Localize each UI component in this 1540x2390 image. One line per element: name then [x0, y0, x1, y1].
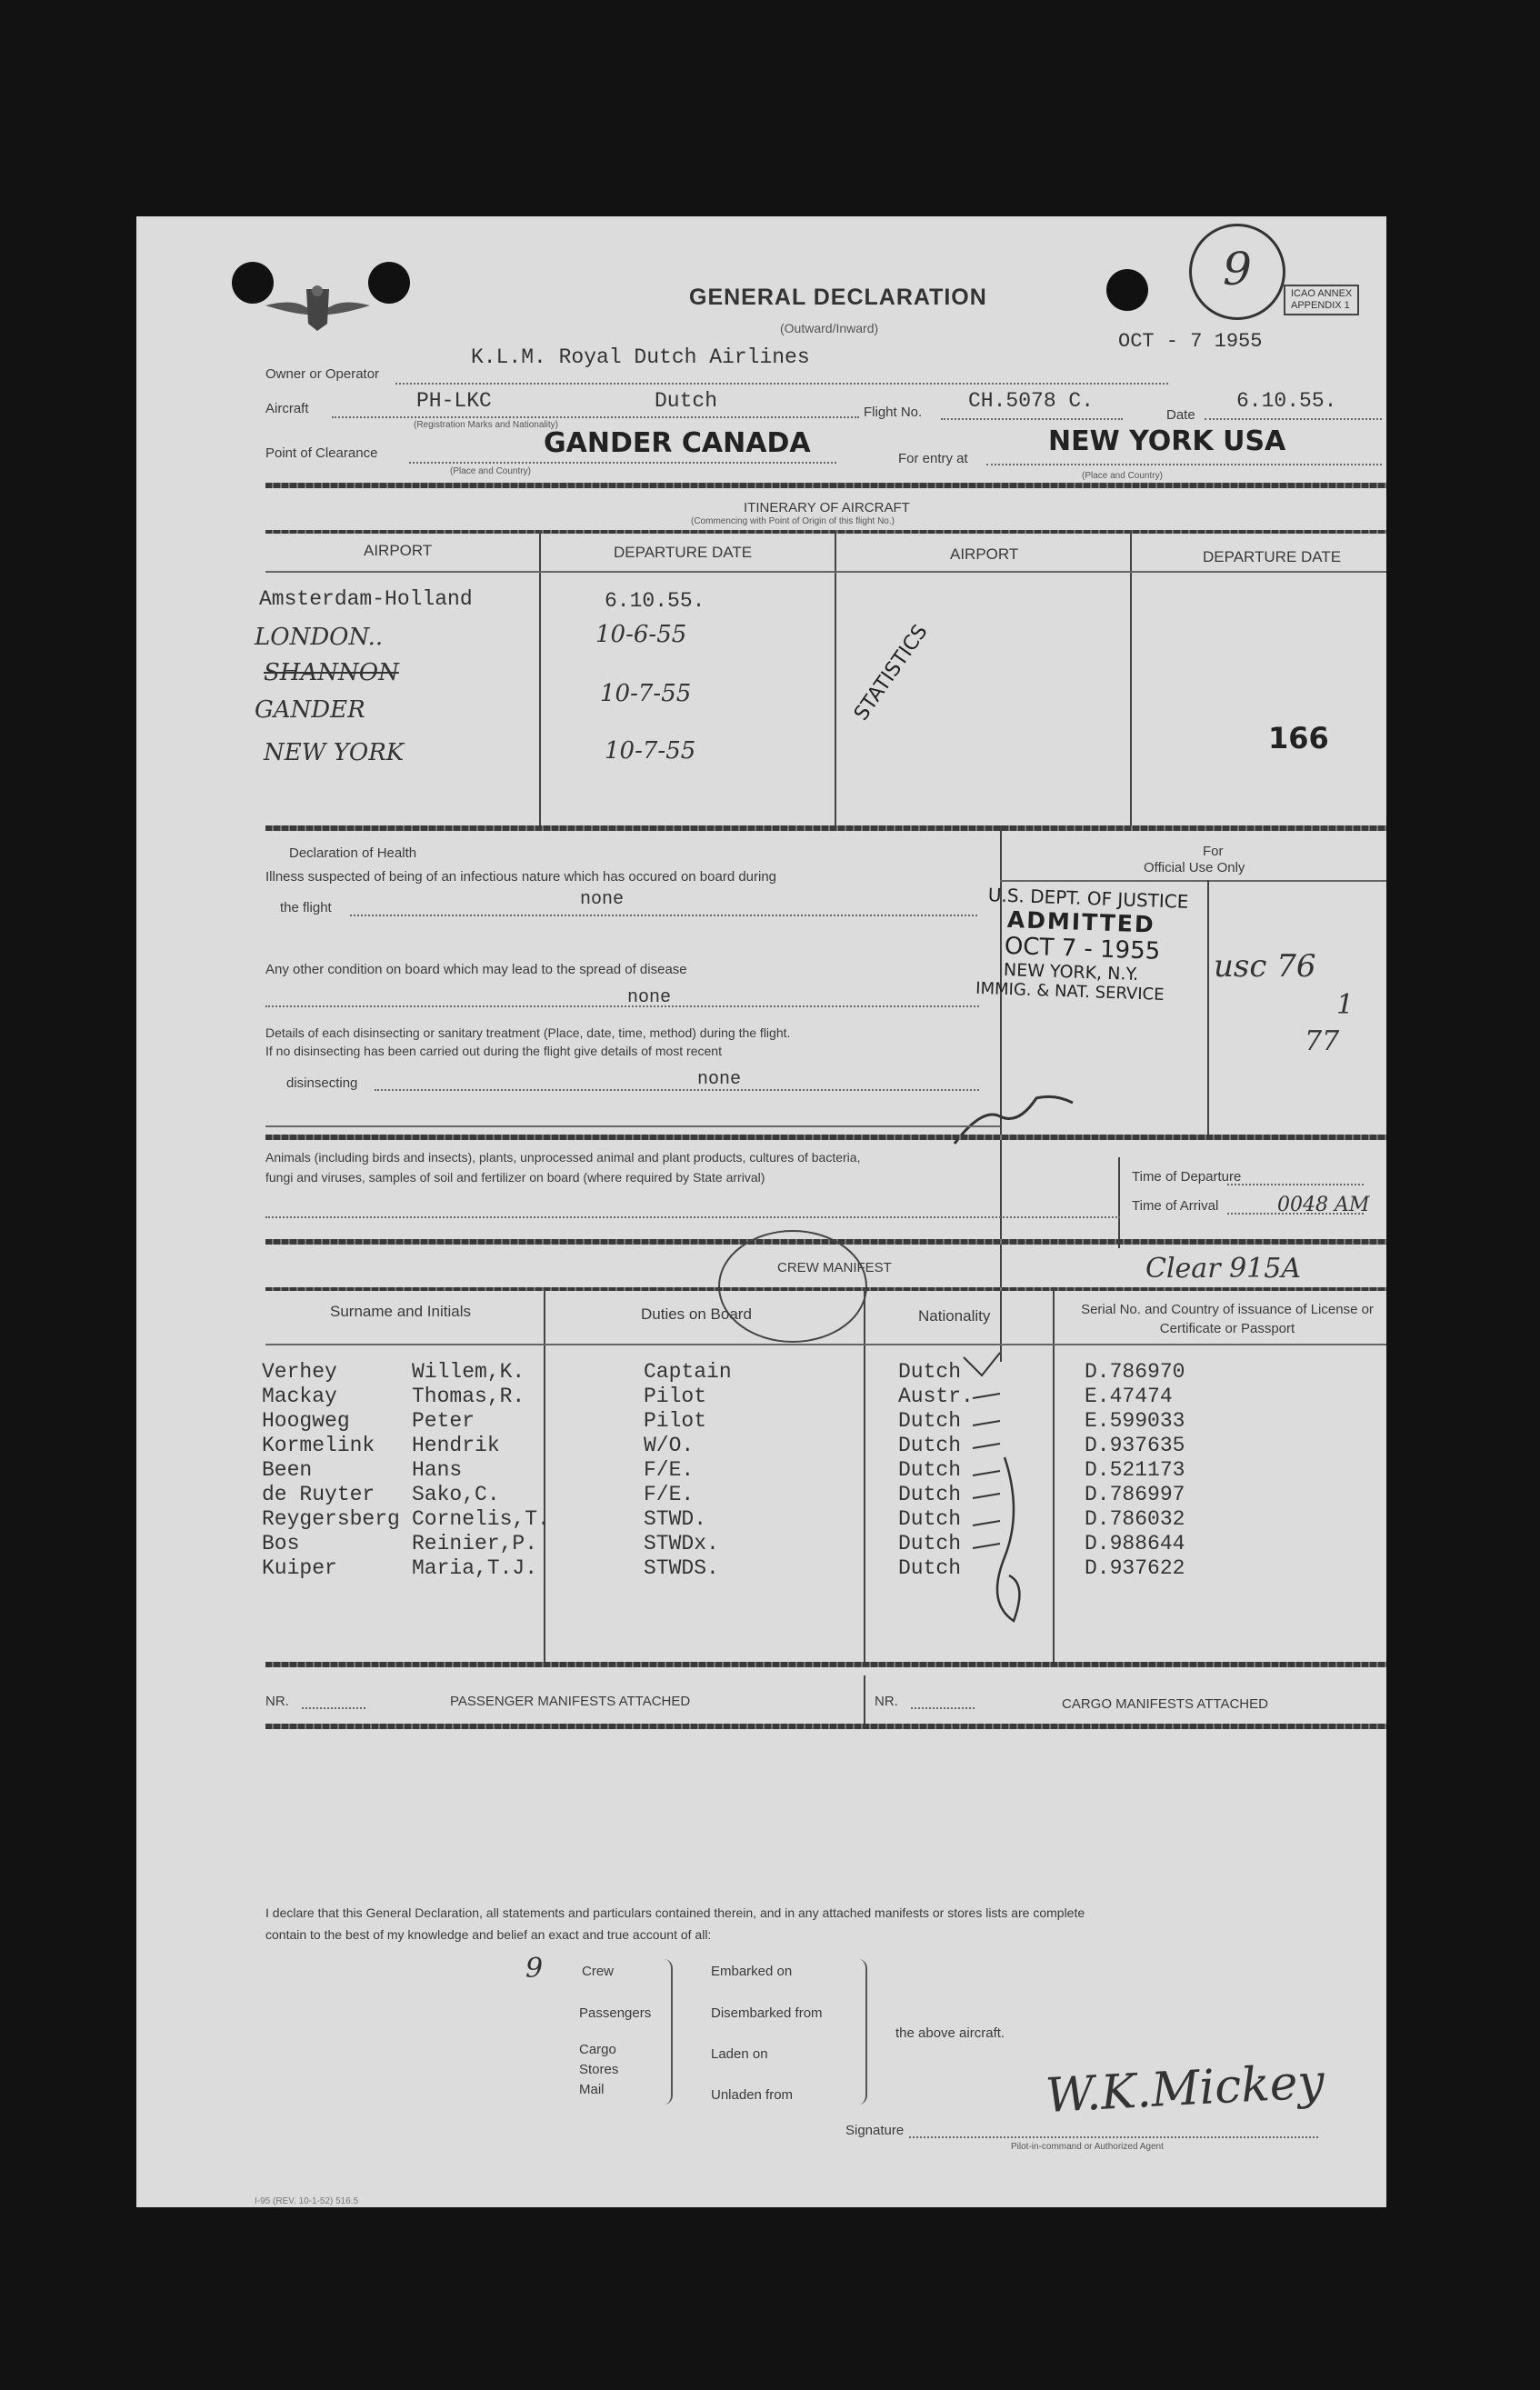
- departure-time-label: Time of Departure: [1132, 1169, 1242, 1185]
- annex-line: ICAO ANNEX: [1291, 288, 1353, 299]
- col-airport-2: AIRPORT: [950, 545, 1019, 563]
- official-label: Official Use Only: [1144, 860, 1245, 875]
- signature-label: Signature: [845, 2123, 905, 2138]
- passenger-manifests-label: PASSENGER MANIFESTS ATTACHED: [450, 1694, 691, 1709]
- official-note: 1: [1336, 989, 1355, 1021]
- passenger-nr-label: NR.: [265, 1694, 289, 1709]
- declaration-text: I declare that this General Declaration, all statements and particulars contained therein, and in any attached manifests or stores lists are complete: [265, 1905, 1085, 1920]
- punch-hole: [368, 262, 410, 304]
- animals-text: fungi and viruses, samples of soil and fertilizer on board (where required by State arrival): [265, 1170, 765, 1185]
- declaration-item: Cargo: [579, 2042, 616, 2057]
- entry-sublabel: (Place and Country): [1082, 471, 1163, 481]
- entry-value: NEW YORK USA: [1048, 425, 1286, 457]
- declaration-form: GENERAL DECLARATION (Outward/Inward) ICAO ANNEX APPENDIX 1 OCT - 7 1955 9 Owner or Operator K.L.M. Royal Dutch Airlines Aircraft PH-LKC Dutch (Registration Marks and Nationality) Flight No. CH.5078 C. Date 6.10.55. Point of Clearance GANDER CANADA (Place and Country) For entry at NEW YORK USA (Place and Country) ITINERARY OF AIRCRAFT (Commencing with Point of Origin of this flight No.) AIRPORT DEPARTURE DATE AIRPORT DEPARTURE DATE Amsterdam-Holland 6.10.55. LONDON.. 10-6-55 SHANNON GANDER 10-7-55 NEW YORK 10-7-55 STATISTICS 166 Declaration of Health Illness suspected of being of an infectious nature which has occured on board during the flight none Any other condition on board which may lead to the spread of disease none Details of each disinsecting or sanitary treatment (Place, date, time, method) during the flight. If no disinsecting has been carried out during the flight give details of most recent disinsecting none For Official Use Only U.S. DEPT. OF JUSTICE ADMITTED OCT 7 - 1955 NEW YORK, N.Y. IMMIG. & NAT. SERVICE usc 76 1 77 Animals (including birds and insects), plants, unprocessed animal and plant products, cultures of bacteria, fungi and viruses, samples of soil and fertilizer on board (where required by State arrival) Time of Departure Time of Arrival 0048 AM CREW MANIFEST Clear 915A Surname and Initials Duties on Board Nationality Serial No. and Country of issuance of License or Certificate or Passport Verhey Willem,K. Captain Dutch D.786970 Mackay Thomas,R. Pilot Austr. E.47474 Hoogweg Peter Pilot Dutch E.599033 Kormelink Hendrik W/O. Dutch D.937635 Been Hans F/E. Dutch D.521173 de Ruyter Sako,C. F/E. Dutch D.786997 Reygersberg Cornelis,T. STWD. Dutch D.786032 Bos Reinier,P. STWDx. Dutch D.988644 Kuiper Maria,T.J. STWDS. Dutch D.937622 NR. PASSENGER MANIFESTS ATTACHED NR. CARGO MANIFESTS ATTACHED I declare that this General Declaration, all statements and particulars contained therein, and in any attached manifests or stores lists are complete contain to the best of my knowledge and belief an exact and true account of all: 9 Crew Passengers Cargo Stores Mail Embarked on Disembarked from Laden on Unladen from the above aircraft. Signature Pilot-in-command or Authorized Agent W.K.Mickey I-95 (REV. 10-1-52) 516.5: [136, 216, 1386, 2207]
- admitted-stamp: U.S. DEPT. OF JUSTICE ADMITTED OCT 7 - 1955 NEW YORK, N.Y. IMMIG. & NAT. SERVICE: [975, 884, 1189, 1005]
- col-serial: Serial No. and Country of issuance of License or Certificate or Passport: [1081, 1302, 1374, 1336]
- official-note: usc 76: [1214, 948, 1316, 985]
- official-label: For: [1203, 844, 1224, 859]
- health-details-text: If no disinsecting has been carried out during the flight give details of most recent: [265, 1044, 722, 1058]
- statistics-stamp: STATISTICS: [850, 620, 933, 725]
- disinsect-label: disinsecting: [286, 1075, 358, 1091]
- col-surname: Surname and Initials: [330, 1303, 471, 1320]
- entry-label: For entry at: [898, 451, 968, 466]
- klm-logo-icon: [265, 280, 370, 335]
- itinerary-title: ITINERARY OF AIRCRAFT: [744, 500, 910, 515]
- itinerary-airport: LONDON..: [255, 624, 384, 651]
- date-stamp: OCT - 7 1955: [1118, 330, 1263, 353]
- health-other-value: none: [627, 987, 672, 1008]
- itinerary-date: 6.10.55.: [605, 589, 705, 613]
- form-code: I-95 (REV. 10-1-52) 516.5: [255, 2196, 359, 2206]
- aircraft-sublabel: (Registration Marks and Nationality): [414, 420, 558, 430]
- itinerary-airport: GANDER: [255, 696, 365, 724]
- itinerary-date: 10-7-55: [600, 680, 692, 707]
- declaration-action: Disembarked from: [711, 2005, 823, 2021]
- health-flight-value: none: [580, 889, 625, 910]
- declaration-text: contain to the best of my knowledge and belief an exact and true account of all:: [265, 1927, 712, 1942]
- arrival-time-value: 0048 AM: [1277, 1194, 1370, 1216]
- crew-manifest-title: CREW MANIFEST: [777, 1260, 892, 1275]
- flight-no-label: Flight No.: [864, 405, 923, 420]
- health-other-text: Any other condition on board which may lead to the spread of disease: [265, 962, 687, 977]
- itinerary-airport-crossed: SHANNON: [264, 659, 399, 686]
- itinerary-number: 166: [1268, 721, 1329, 755]
- signature-sublabel: Pilot-in-command or Authorized Agent: [1011, 2142, 1164, 2152]
- declaration-item: Passengers: [579, 2005, 652, 2021]
- crew-count: 9: [525, 1953, 544, 1985]
- declaration-action: Unladen from: [711, 2087, 794, 2103]
- clearance-label: Point of Clearance: [265, 445, 378, 461]
- date-label: Date: [1166, 407, 1195, 423]
- owner-value: K.L.M. Royal Dutch Airlines: [471, 345, 810, 369]
- aircraft-label: Aircraft: [265, 401, 309, 416]
- cargo-nr-label: NR.: [875, 1694, 898, 1709]
- crew-circle-mark: [718, 1230, 867, 1343]
- itinerary-airport: Amsterdam-Holland: [259, 587, 473, 611]
- col-nationality: Nationality: [918, 1307, 991, 1325]
- col-duties: Duties on Board: [641, 1305, 752, 1323]
- declaration-item: Stores: [579, 2062, 619, 2077]
- official-note: 77: [1305, 1025, 1340, 1057]
- declaration-aircraft: the above aircraft.: [895, 2025, 1005, 2041]
- itinerary-date: 10-7-55: [605, 737, 696, 765]
- declaration-item: Mail: [579, 2082, 605, 2097]
- health-details-text: Details of each disinsecting or sanitary treatment (Place, date, time, method) during the flight.: [265, 1025, 791, 1040]
- inspector-signature-icon: [945, 1080, 1082, 1153]
- check-marks-icon: [959, 1348, 1068, 1639]
- health-title: Declaration of Health: [289, 845, 417, 861]
- health-illness-text: Illness suspected of being of an infectious nature which has occured on board during: [265, 869, 777, 885]
- declaration-action: Embarked on: [711, 1964, 793, 1979]
- pilot-signature: W.K.Mickey: [1044, 2055, 1326, 2124]
- col-airport: AIRPORT: [364, 542, 433, 559]
- col-departure-date: DEPARTURE DATE: [614, 544, 753, 561]
- brace: [662, 1959, 673, 2105]
- clearance-sublabel: (Place and Country): [450, 466, 531, 476]
- clearance-value: GANDER CANADA: [544, 427, 811, 459]
- date-value: 6.10.55.: [1236, 389, 1337, 413]
- itinerary-airport: NEW YORK: [264, 739, 405, 766]
- circled-number: 9: [1189, 224, 1285, 320]
- declaration-item: Crew: [582, 1964, 615, 1979]
- brace: [856, 1959, 867, 2105]
- col-departure-date-2: DEPARTURE DATE: [1203, 548, 1342, 565]
- itinerary-subtitle: (Commencing with Point of Origin of this flight No.): [691, 516, 895, 526]
- aircraft-registration: PH-LKC: [416, 389, 492, 413]
- owner-label: Owner or Operator: [265, 366, 380, 382]
- form-subtitle: (Outward/Inward): [780, 321, 879, 335]
- crew-clear-note: Clear 915A: [1145, 1253, 1301, 1285]
- cargo-manifests-label: CARGO MANIFESTS ATTACHED: [1062, 1696, 1268, 1712]
- arrival-time-label: Time of Arrival: [1132, 1198, 1219, 1214]
- punch-hole: [1106, 269, 1148, 311]
- disinsect-value: none: [697, 1069, 742, 1090]
- flight-no-value: CH.5078 C.: [968, 389, 1095, 413]
- annex-line: APPENDIX 1: [1291, 300, 1350, 311]
- form-title: GENERAL DECLARATION: [689, 285, 987, 310]
- declaration-action: Laden on: [711, 2046, 768, 2062]
- animals-text: Animals (including birds and insects), plants, unprocessed animal and plant products, cultures of bacteria,: [265, 1150, 861, 1165]
- aircraft-nationality: Dutch: [655, 389, 718, 413]
- itinerary-date: 10-6-55: [595, 621, 687, 648]
- health-flight-label: the flight: [280, 900, 332, 915]
- annex-label: [1284, 285, 1359, 315]
